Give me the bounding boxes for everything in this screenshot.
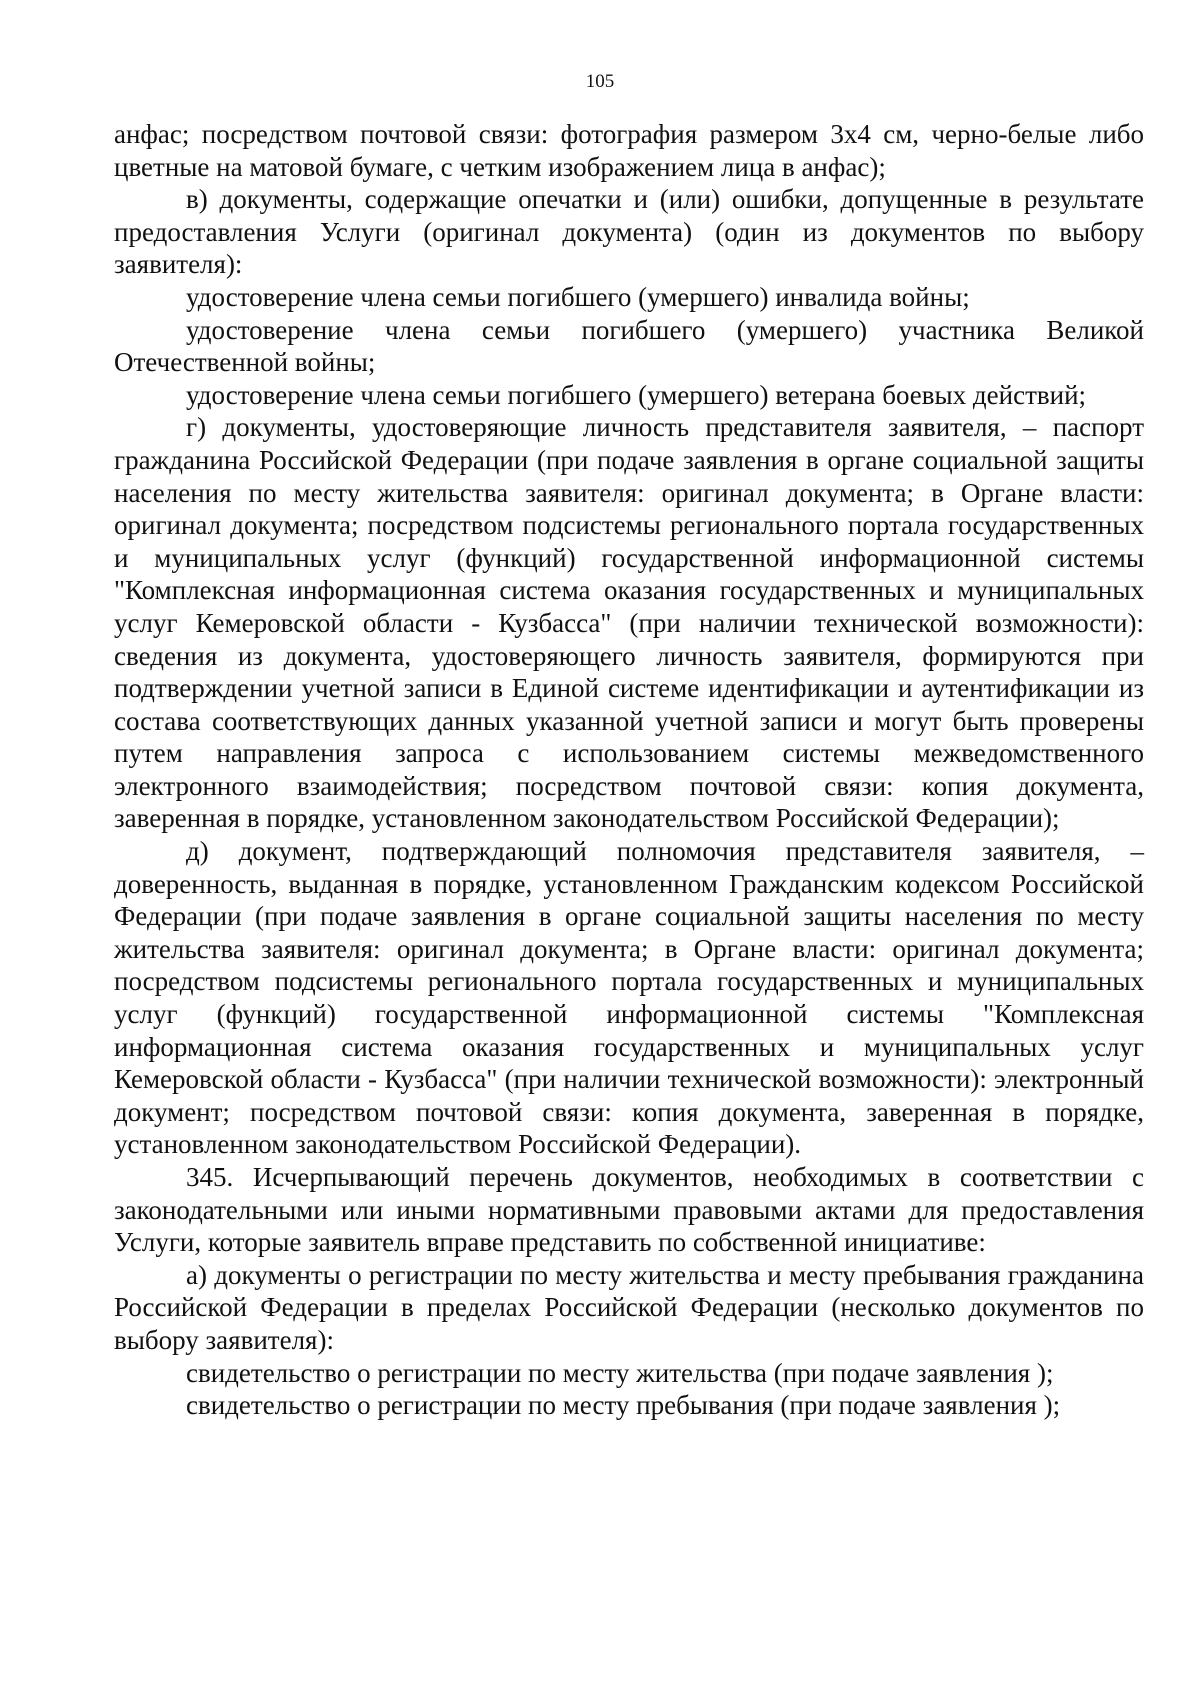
paragraph-photo-continuation: анфас; посредством почтовой связи: фотография размером 3х4 см, черно-белые либо цветные на матовой бумаге, с четким изображением лица в анфас); bbox=[114, 119, 1144, 182]
paragraph-item-a: а) документы о регистрации по месту жительства и месту пребывания гражданина Российской Федерации в пределах Российской Федерации (несколько документов по выбору заявителя): bbox=[114, 1259, 1144, 1355]
paragraph-section-345: 345. Исчерпывающий перечень документов, необходимых в соответствии с законодательными или иными нормативными правовыми актами для предоставления Услуги, которые заявитель вправе представить по собственной инициативе: bbox=[114, 1162, 1144, 1258]
paragraph-item-d: д) документ, подтверждающий полномочия представителя заявителя, – доверенность, выданная в порядке, установленном Гражданским кодексом Российской Федерации (при подаче заявления в органе социальной защиты населения по месту жительства заявителя: оригинал документа; в Органе власти: оригинал документа; посредством подсистемы регионального портала государственных и муниципальных услуг (функций) государственной информационной системы "Комплексная информационная система оказания государственных и муниципальных услуг Кемеровской области - Кузбасса" (при наличии технической возможности): электронный документ; посредством почтовой связи: копия документа, заверенная в порядке, установленном законодательством Российской Федерации). bbox=[114, 836, 1144, 1160]
paragraph-certificate-wwii: удостоверение члена семьи погибшего (умершего) участника Великой Отечественной войны; bbox=[114, 314, 1144, 378]
paragraph-item-v: в) документы, содержащие опечатки и (или) ошибки, допущенные в результате предоставления Услуги (оригинал документа) (один из документов по выбору заявителя): bbox=[114, 184, 1144, 280]
document-body bbox=[114, 118, 1144, 1422]
paragraph-certificate-invalid: удостоверение члена семьи погибшего (умершего) инвалида войны; bbox=[186, 281, 970, 312]
paragraph-item-g: г) документы, удостоверяющие личность представителя заявителя, – паспорт гражданина Российской Федерации (при подаче заявления в органе социальной защиты населения по месту жительства заявителя: оригинал документа; в Органе власти: оригинал документа; посредством подсистемы регионального портала государственных и муниципальных услуг (функций) государственной информационной системы "Комплексная информационная система оказания государственных и муниципальных услуг Кемеровской области - Кузбасса" (при наличии технической возможности): сведения из документа, удостоверяющего личность заявителя, формируются при подтверждении учетной записи в Единой системе идентификации и аутентификации из состава соответствующих данных указанной учетной записи и могут быть проверены путем направления запроса с использованием системы межведомственного электронного взаимодействия; посредством почтовой связи: копия документа, заверенная в порядке, установленном законодательством Российской Федерации); bbox=[114, 412, 1144, 834]
paragraph-registration-residence: свидетельство о регистрации по месту жительства (при подаче заявления ); bbox=[186, 1357, 1054, 1388]
paragraph-certificate-veteran: удостоверение члена семьи погибшего (умершего) ветерана боевых действий; bbox=[186, 379, 1087, 410]
page-number: 105 bbox=[585, 71, 615, 92]
paragraph-registration-stay: свидетельство о регистрации по месту пребывания (при подаче заявления ); bbox=[186, 1390, 1061, 1421]
